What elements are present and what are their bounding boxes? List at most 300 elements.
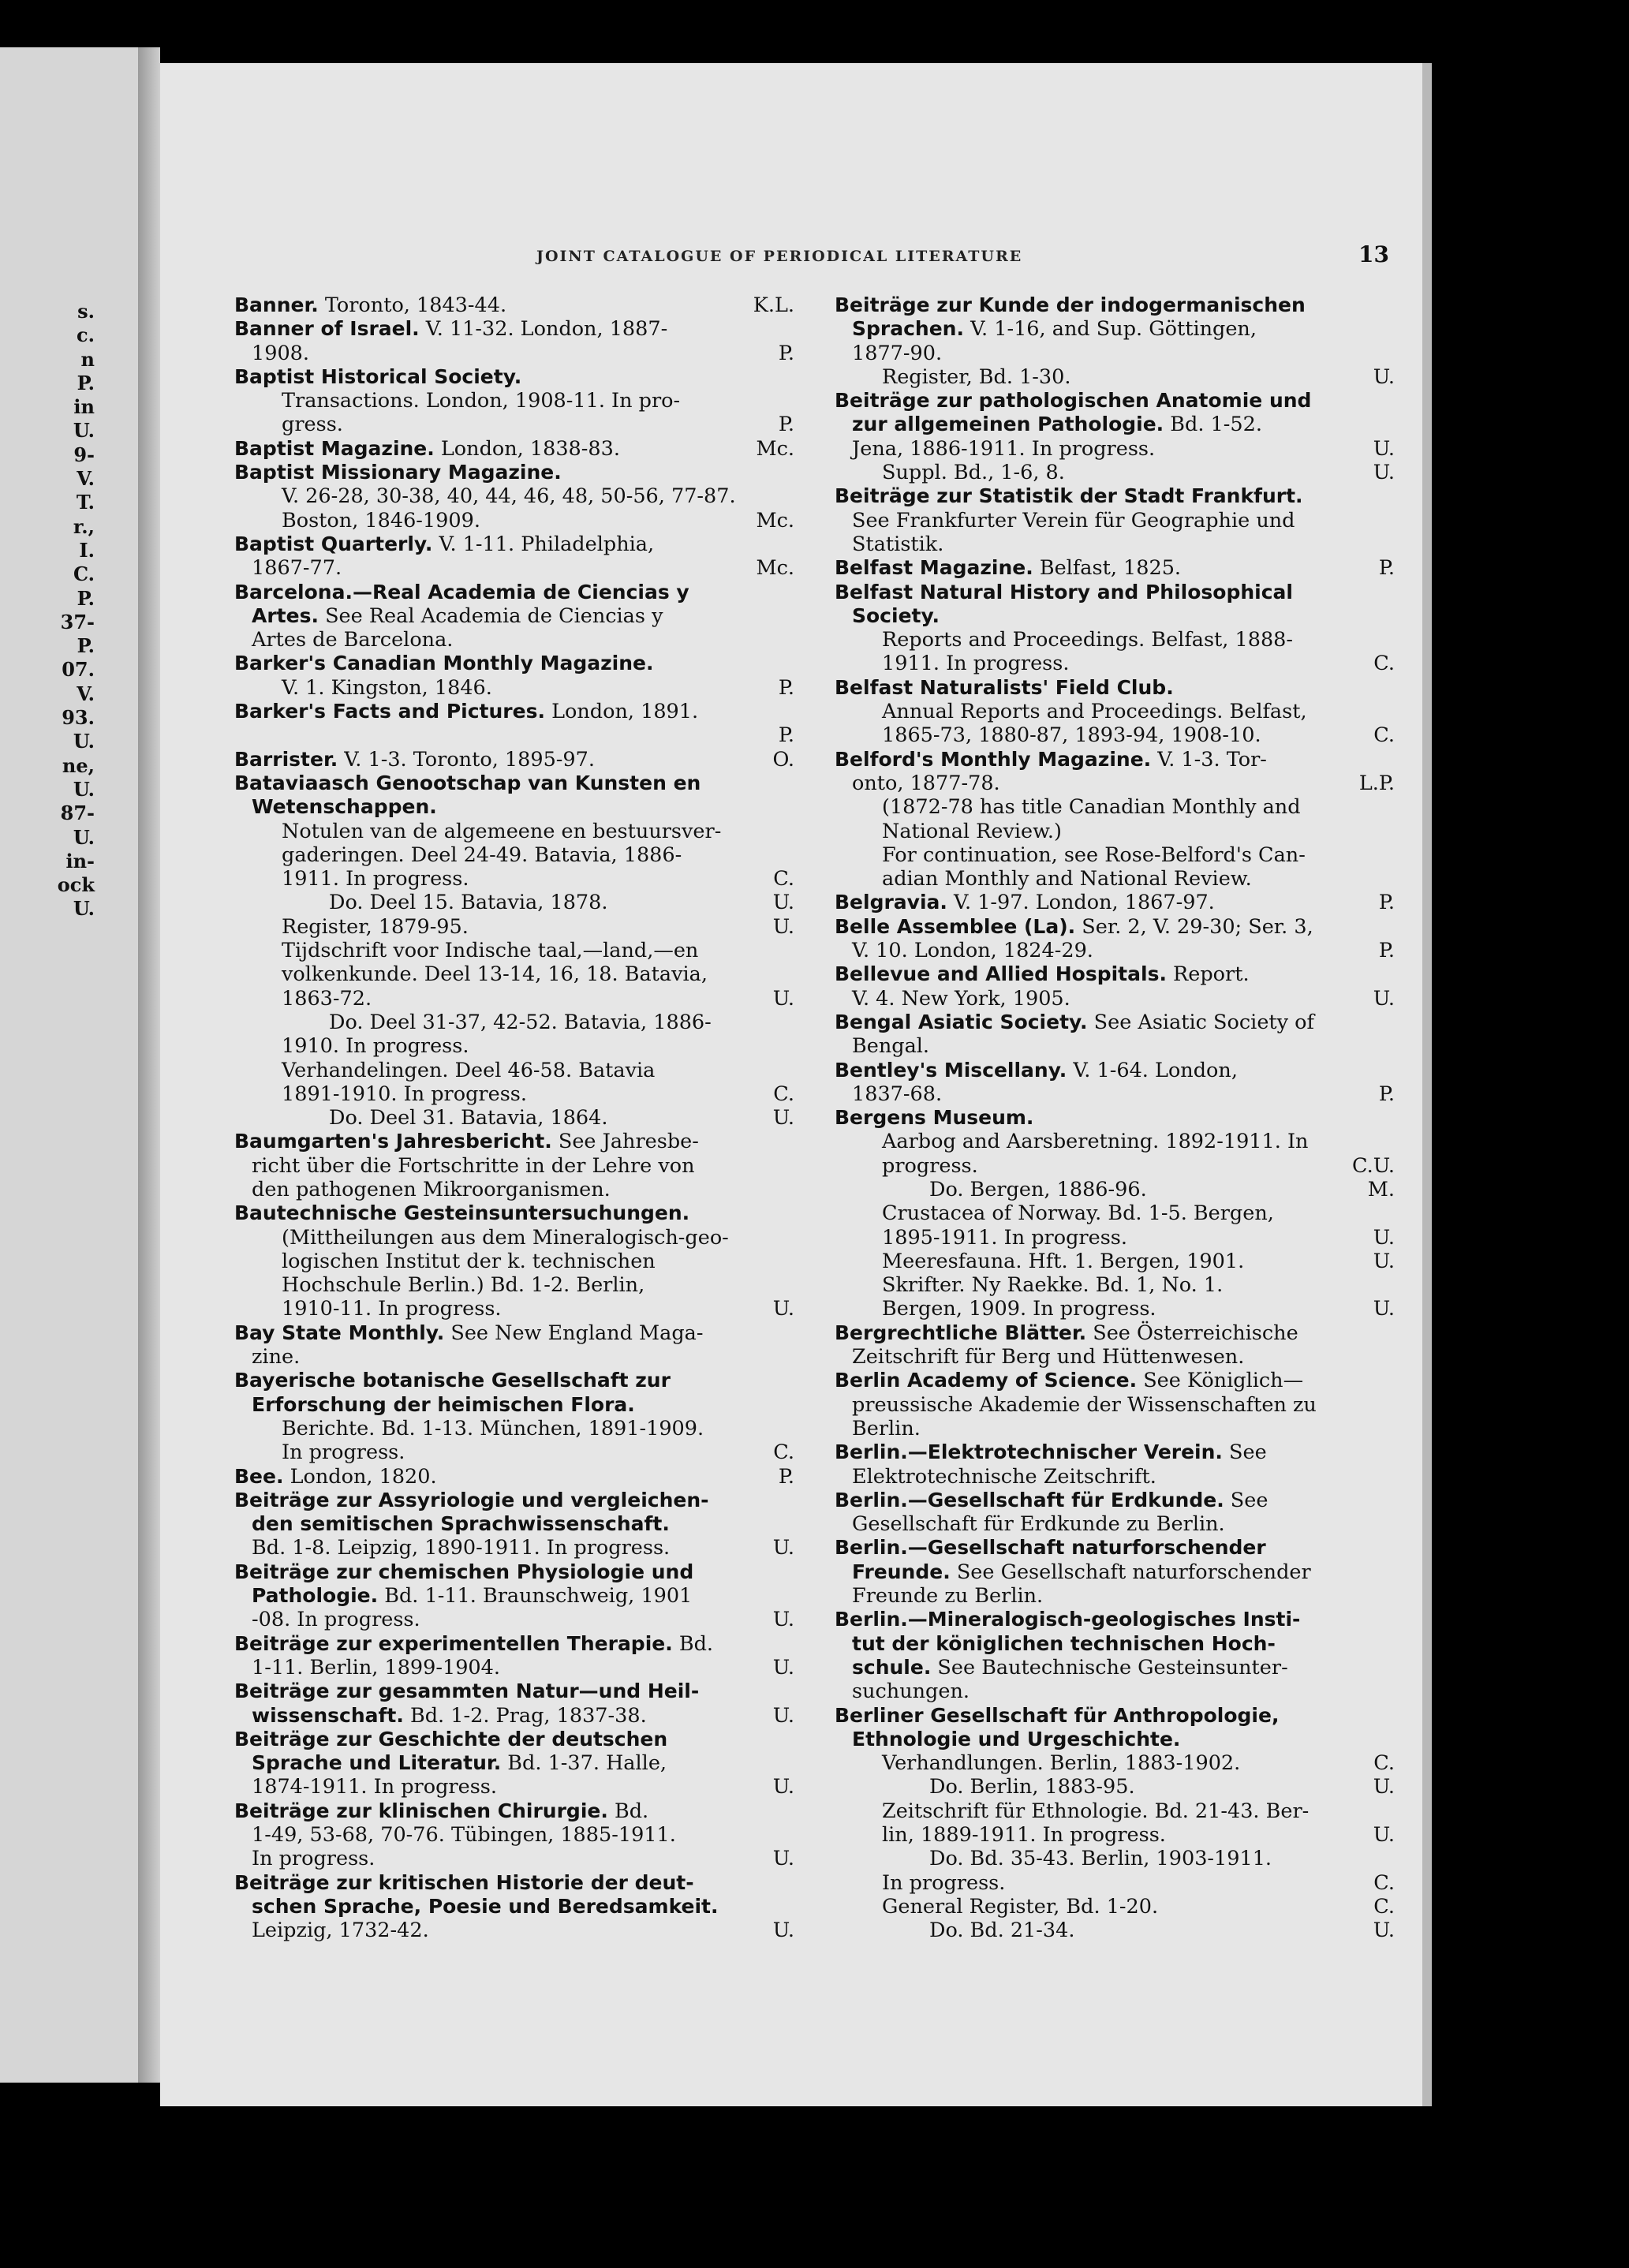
entry-text: progress.: [882, 1153, 978, 1178]
entry-text: For continuation, see Rose-Belford's Can-: [882, 843, 1306, 867]
entry-title: Bee.: [234, 1464, 284, 1488]
entry-line: [234, 1369, 794, 1392]
catalogue-entry: [835, 915, 1395, 963]
catalogue-entry: [835, 1369, 1395, 1440]
entry-line: [234, 1775, 794, 1799]
facing-page-fragment: in-: [65, 849, 95, 872]
library-code: U.: [772, 914, 794, 939]
entry-line: [234, 867, 794, 891]
entry-line: [234, 1178, 794, 1201]
entry-title: Belle Assemblee (La).: [835, 914, 1076, 938]
entry-text: Zeitschrift für Ethnologie. Bd. 21-43. Ber-: [882, 1799, 1310, 1823]
entry-title: Barker's Canadian Monthly Magazine.: [234, 652, 654, 675]
entry-title: Belgravia.: [835, 891, 947, 914]
catalogue-entry: [234, 1465, 794, 1489]
entry-title: Society.: [852, 603, 940, 627]
library-code: Mc.: [756, 436, 794, 461]
catalogue-entry: [835, 556, 1395, 580]
entry-line: [835, 1417, 1395, 1440]
entry-text: V. 4. New York, 1905.: [852, 986, 1070, 1011]
entry-text: -08. In progress.: [252, 1608, 420, 1632]
entry-text: Verhandlungen. Berlin, 1883-1902.: [882, 1751, 1241, 1776]
entry-text: 1865-73, 1880-87, 1893-94, 1908-10.: [882, 723, 1261, 748]
entry-title: Bataviaasch Genootschap van Kunsten en: [234, 771, 701, 794]
entry-line: [234, 1106, 794, 1130]
library-code: U.: [1373, 1775, 1395, 1799]
entry-line: [835, 1082, 1395, 1106]
entry-line: [234, 915, 794, 939]
entry-line: [234, 772, 794, 795]
entry-line: [835, 628, 1395, 652]
entry-line: [835, 1465, 1395, 1489]
facing-page-fragment: c.: [77, 323, 95, 347]
entry-line: [234, 317, 794, 341]
entry-line: [835, 1034, 1395, 1058]
entry-line: [234, 891, 794, 914]
entry-line: [835, 748, 1395, 772]
entry-text: See Gesellschaft naturforschender: [950, 1560, 1311, 1584]
entry-line: [234, 1656, 794, 1680]
entry-line: [234, 939, 794, 962]
entry-line: [234, 1919, 794, 1942]
entry-title: Beiträge zur kritischen Historie der deut-: [234, 1870, 694, 1894]
entry-line: [234, 1034, 794, 1058]
entry-line: [835, 723, 1395, 747]
entry-line: [234, 365, 794, 389]
entry-text: See Real Academia de Ciencias y: [318, 603, 663, 628]
entry-line: [835, 365, 1395, 389]
library-code: P.: [778, 723, 794, 748]
entry-text: See Asiatic Society of: [1087, 1010, 1314, 1034]
catalogue-entry: [234, 772, 794, 1130]
entry-line: [835, 939, 1395, 962]
entry-title: Baptist Historical Society.: [234, 364, 522, 388]
library-code: U.: [772, 986, 794, 1011]
entry-line: [835, 1178, 1395, 1201]
library-code: U.: [772, 1608, 794, 1632]
facing-page-fragment: 37-: [60, 610, 95, 633]
entry-title: Beiträge zur experimentellen Therapie.: [234, 1631, 673, 1655]
entry-title: Beiträge zur Geschichte der deutschen: [234, 1727, 668, 1751]
entry-text: 1-11. Berlin, 1899-1904.: [252, 1655, 500, 1680]
facing-page-fragment: U.: [73, 730, 95, 753]
facing-page-fragment: ock: [57, 873, 95, 897]
entry-line: [234, 556, 794, 580]
catalogue-entry: [835, 748, 1395, 891]
catalogue-entry: [835, 389, 1395, 484]
entry-text: 1874-1911. In progress.: [252, 1775, 497, 1799]
entry-text: See: [1224, 1488, 1268, 1512]
entry-line: [835, 1512, 1395, 1536]
entry-text: V. 1-3. Toronto, 1895-97.: [338, 747, 595, 772]
entry-text: Bd. 1-52.: [1164, 413, 1262, 437]
entry-line: [234, 342, 794, 365]
entry-title: Barrister.: [234, 747, 338, 771]
entry-line: [234, 1250, 794, 1273]
entry-line: [234, 1011, 794, 1034]
entry-title: Berlin.—Elektrotechnischer Verein.: [835, 1440, 1223, 1464]
entry-text: Bd. 1-37. Halle,: [501, 1751, 667, 1776]
entry-text: 1867-77.: [252, 556, 342, 581]
entry-title: Bentley's Miscellany.: [835, 1058, 1067, 1082]
entry-title: Beiträge zur pathologischen Anatomie und: [835, 389, 1312, 413]
facing-page-fragment: n: [80, 347, 95, 371]
facing-page-fragment: s.: [77, 300, 95, 323]
entry-line: [835, 604, 1395, 628]
entry-title: Baptist Quarterly.: [234, 532, 433, 555]
entry-line: [835, 1106, 1395, 1130]
entry-line: [835, 532, 1395, 556]
catalogue-entry: [234, 1130, 794, 1201]
facing-page-fragment: 07.: [62, 658, 95, 682]
entry-line: [234, 1536, 794, 1560]
entry-text: Tijdschrift voor Indische taal,—land,—en: [282, 939, 699, 963]
catalogue-entry: [234, 1680, 794, 1728]
entry-line: [835, 1823, 1395, 1847]
entry-line: [234, 461, 794, 484]
library-code: U.: [1373, 1823, 1395, 1847]
entry-line: [835, 652, 1395, 675]
entry-line: [234, 484, 794, 508]
entry-text: V. 1-16, and Sup. Göttingen,: [963, 317, 1257, 342]
entry-line: [234, 1273, 794, 1297]
facing-page-fragment: U.: [73, 825, 95, 849]
facing-page-fragment: P.: [77, 586, 95, 610]
book-gutter: [138, 47, 160, 2083]
entry-line: [835, 795, 1395, 819]
entry-title: Bay State Monthly.: [234, 1321, 445, 1344]
entry-text: (1872-78 has title Canadian Monthly and: [882, 795, 1301, 820]
facing-page-fragment: U.: [73, 777, 95, 801]
catalogue-entry: [835, 581, 1395, 676]
entry-text: See New England Maga-: [444, 1321, 704, 1345]
entry-text: zine.: [252, 1345, 301, 1369]
entry-title: den semitischen Sprachwissenschaft.: [252, 1512, 670, 1536]
entry-line: [835, 581, 1395, 604]
library-code: U.: [772, 1536, 794, 1560]
entry-line: [234, 581, 794, 604]
entry-line: [835, 1560, 1395, 1584]
library-code: Mc.: [756, 556, 794, 581]
entry-text: V. 1. Kingston, 1846.: [282, 675, 492, 700]
entry-title: Freunde.: [852, 1560, 951, 1583]
catalogue-entry: [835, 1489, 1395, 1537]
entry-line: [835, 556, 1395, 580]
entry-title: Berlin.—Gesellschaft naturforschender: [835, 1536, 1266, 1560]
library-code: P.: [1378, 556, 1395, 581]
entry-text: Register, 1879-95.: [282, 914, 469, 939]
entry-text: National Review.): [882, 819, 1062, 843]
entry-text: 1-49, 53-68, 70-76. Tübingen, 1885-1911.: [252, 1823, 676, 1847]
catalogue-entry: [835, 891, 1395, 914]
catalogue-entry: [234, 317, 794, 365]
entry-title: zur allgemeinen Pathologie.: [852, 413, 1164, 436]
entry-text: V. 1-11. Philadelphia,: [432, 532, 655, 556]
entry-text: London, 1838-83.: [434, 436, 620, 461]
entry-title: Erforschung der heimischen Flora.: [252, 1392, 635, 1416]
catalogue-entry: [835, 1704, 1395, 1943]
library-code: U.: [772, 1297, 794, 1321]
entry-text: lin, 1889-1911. In progress.: [882, 1823, 1166, 1847]
library-code: C.: [1373, 1751, 1395, 1776]
entry-line: [835, 843, 1395, 867]
entry-text: V. 10. London, 1824-29.: [852, 939, 1093, 963]
entry-text: Notulen van de algemeene en bestuursver-: [282, 819, 722, 843]
entry-line: [835, 1011, 1395, 1034]
entry-text: Transactions. London, 1908-11. In pro-: [282, 389, 681, 413]
library-code: U.: [1373, 1919, 1395, 1943]
library-code: C.: [1373, 652, 1395, 676]
entry-title: Wetenschappen.: [252, 795, 437, 819]
library-code: L.P.: [1358, 771, 1395, 795]
entry-line: [234, 1728, 794, 1751]
entry-title: Berliner Gesellschaft für Anthropologie,: [835, 1703, 1280, 1727]
entry-line: [835, 987, 1395, 1011]
entry-line: [835, 1632, 1395, 1656]
entry-text: V. 1-3. Tor-: [1151, 747, 1267, 772]
entry-text: adian Monthly and National Review.: [882, 867, 1252, 891]
entry-line: [835, 1680, 1395, 1703]
entry-text: suchungen.: [852, 1680, 970, 1704]
entry-line: [835, 1656, 1395, 1680]
entry-line: [234, 723, 794, 747]
entry-text: 1911. In progress.: [282, 867, 469, 891]
entry-text: In progress.: [882, 1870, 1006, 1895]
entry-title: Beiträge zur Assyriologie und vergleichen-: [234, 1488, 709, 1511]
catalogue-entry: [835, 1059, 1395, 1107]
catalogue-entry: [234, 1321, 794, 1369]
entry-line: [835, 1775, 1395, 1799]
entry-title: Baptist Magazine.: [234, 436, 435, 460]
entry-text: 1911. In progress.: [882, 652, 1070, 676]
entry-title: Barcelona.—Real Academia de Ciencias y: [234, 580, 689, 603]
catalogue-entry: [835, 1321, 1395, 1369]
entry-line: [835, 1751, 1395, 1775]
entry-title: Belfast Magazine.: [835, 556, 1033, 580]
entry-line: [835, 461, 1395, 484]
entry-text: See Bautechnische Gesteinsunter-: [931, 1655, 1288, 1680]
library-code: U.: [1373, 1297, 1395, 1321]
library-code: U.: [1373, 436, 1395, 461]
entry-line: [835, 915, 1395, 939]
entry-line: [835, 413, 1395, 436]
entry-line: [234, 1393, 794, 1417]
entry-line: [835, 867, 1395, 891]
library-code: U.: [772, 1106, 794, 1130]
entry-line: [234, 748, 794, 772]
entry-line: [835, 700, 1395, 723]
facing-page-fragment: 9-: [73, 443, 95, 466]
entry-text: gaderingen. Deel 24-49. Batavia, 1886-: [282, 843, 682, 867]
entry-text: Do. Bd. 35-43. Berlin, 1903-1911.: [929, 1847, 1272, 1871]
catalogue-entry: [234, 1799, 794, 1871]
entry-line: [835, 1895, 1395, 1919]
entry-title: Ethnologie und Urgeschichte.: [852, 1727, 1181, 1751]
entry-text: Report.: [1166, 962, 1250, 987]
catalogue-entry: [234, 365, 794, 437]
library-code: P.: [1378, 1082, 1395, 1106]
library-code: P.: [778, 341, 794, 365]
entry-text: Leipzig, 1732-42.: [252, 1919, 429, 1943]
catalogue-entry: [234, 1489, 794, 1560]
entry-line: [234, 1201, 794, 1225]
entry-text: 1877-90.: [852, 341, 943, 365]
entry-text: Artes de Barcelona.: [252, 628, 454, 652]
entry-title: Baptist Missionary Magazine.: [234, 461, 562, 484]
entry-line: [234, 843, 794, 867]
entry-line: [234, 413, 794, 436]
catalogue-entry: [234, 461, 794, 532]
entry-line: [835, 1393, 1395, 1417]
entry-line: [835, 1799, 1395, 1823]
entry-line: [234, 1130, 794, 1153]
entry-line: [234, 1895, 794, 1919]
entry-text: Zeitschrift für Berg und Hüttenwesen.: [852, 1345, 1245, 1369]
entry-text: logischen Institut der k. technischen: [282, 1249, 656, 1273]
entry-text: richt über die Fortschritte in der Lehre von: [252, 1153, 695, 1178]
entry-line: [835, 1536, 1395, 1560]
entry-line: [835, 820, 1395, 843]
library-code: C.: [1373, 723, 1395, 748]
entry-line: [234, 1751, 794, 1775]
entry-line: [835, 1321, 1395, 1345]
entry-title: Banner.: [234, 293, 319, 316]
entry-title: Beiträge zur klinischen Chirurgie.: [234, 1799, 608, 1822]
entry-title: Berlin.—Mineralogisch-geologisches Insti-: [835, 1608, 1301, 1631]
facing-page-fragment: V.: [77, 467, 95, 491]
entry-text: preussische Akademie der Wissenschaften zu: [852, 1392, 1317, 1417]
entry-line: [234, 1632, 794, 1656]
entry-line: [835, 1226, 1395, 1250]
entry-line: [234, 604, 794, 628]
entry-text: den pathogenen Mikroorganismen.: [252, 1177, 611, 1201]
entry-text: Bergen, 1909. In progress.: [882, 1297, 1156, 1321]
entry-text: See Jahresbe-: [551, 1130, 699, 1154]
entry-line: [835, 1130, 1395, 1153]
entry-line: [835, 1440, 1395, 1464]
facing-page-fragment: P.: [77, 371, 95, 394]
entry-title: Beiträge zur gesammten Natur—und Heil-: [234, 1680, 700, 1703]
catalogue-entry: [835, 676, 1395, 748]
entry-title: Bengal Asiatic Society.: [835, 1010, 1088, 1033]
entry-line: [835, 1608, 1395, 1631]
entry-line: [234, 437, 794, 461]
entry-text: V. 26-28, 30-38, 40, 44, 46, 48, 50-56, 77-87.: [282, 484, 736, 509]
entry-title: Pathologie.: [252, 1584, 379, 1608]
catalogue-entry: [835, 484, 1395, 556]
catalogue-entry: [234, 1560, 794, 1632]
entry-text: Do. Bd. 21-34.: [929, 1919, 1075, 1943]
catalogue-entry: [835, 1011, 1395, 1059]
catalogue-entry: [234, 748, 794, 772]
entry-text: 1910-11. In progress.: [282, 1297, 502, 1321]
library-code: Mc.: [756, 508, 794, 532]
entry-text: Gesellschaft für Erdkunde zu Berlin.: [852, 1512, 1225, 1537]
entry-line: [234, 389, 794, 413]
facing-page-fragment: T.: [76, 491, 95, 514]
facing-page-fragment: r.,: [73, 514, 95, 538]
entry-text: Toronto, 1843-44.: [318, 293, 507, 317]
catalogue-entry: [234, 581, 794, 652]
entry-text: 1891-1910. In progress.: [282, 1082, 527, 1106]
catalogue-entry: [234, 700, 794, 748]
entry-title: schen Sprache, Poesie und Beredsamkeit.: [252, 1894, 719, 1918]
library-code: U.: [772, 1919, 794, 1943]
entry-line: [234, 1871, 794, 1895]
entry-line: [835, 1704, 1395, 1728]
entry-text: Bd. 1-11. Braunschweig, 1901: [378, 1584, 693, 1609]
library-code: U.: [772, 1847, 794, 1871]
catalogue-entry: [234, 652, 794, 700]
entry-line: [234, 1512, 794, 1536]
entry-text: 1863-72.: [282, 986, 372, 1011]
entry-text: gress.: [282, 413, 343, 437]
entry-title: Bergrechtliche Blätter.: [835, 1321, 1087, 1344]
entry-text: 1895-1911. In progress.: [882, 1225, 1127, 1250]
entry-line: [234, 1560, 794, 1584]
entry-line: [835, 1847, 1395, 1870]
catalogue-entry: [835, 293, 1395, 389]
library-code: C.U.: [1352, 1153, 1395, 1178]
entry-text: See Österreichische: [1086, 1321, 1298, 1345]
entry-title: Artes.: [252, 603, 319, 627]
entry-text: Annual Reports and Proceedings. Belfast,: [882, 700, 1307, 724]
entry-text: Do. Deel 15. Batavia, 1878.: [329, 891, 608, 915]
entry-text: Meeresfauna. Hft. 1. Bergen, 1901.: [882, 1249, 1245, 1273]
entry-text: Hochschule Berlin.) Bd. 1-2. Berlin,: [282, 1273, 645, 1298]
entry-title: Baumgarten's Jahresbericht.: [234, 1130, 552, 1153]
library-code: U.: [1373, 364, 1395, 389]
library-code: O.: [772, 747, 794, 772]
entry-title: Belfast Natural History and Philosophical: [835, 580, 1293, 603]
entry-text: Bd.: [672, 1631, 714, 1656]
entry-title: Beiträge zur Statistik der Stadt Frankfurt.: [835, 484, 1303, 508]
entry-line: [835, 484, 1395, 508]
catalogue-entry: [234, 293, 794, 317]
catalogue-entry: [234, 1871, 794, 1943]
entry-title: Beiträge zur Kunde der indogermanischen: [835, 293, 1306, 316]
entry-text: Reports and Proceedings. Belfast, 1888-: [882, 628, 1294, 652]
entry-line: [234, 1584, 794, 1608]
entry-text: See Frankfurter Verein für Geographie und: [852, 508, 1295, 532]
entry-text: Do. Deel 31-37, 42-52. Batavia, 1886-: [329, 1010, 712, 1034]
library-code: C.: [773, 1082, 794, 1106]
entry-title: Berlin Academy of Science.: [835, 1369, 1138, 1392]
entry-line: [234, 1704, 794, 1728]
entry-line: [234, 1059, 794, 1082]
entry-title: Bellevue and Allied Hospitals.: [835, 962, 1167, 986]
entry-line: [234, 795, 794, 819]
entry-line: [835, 389, 1395, 413]
entry-line: [234, 700, 794, 723]
library-code: C.: [1373, 1894, 1395, 1919]
entry-text: Freunde zu Berlin.: [852, 1584, 1044, 1609]
entry-text: Berlin.: [852, 1416, 921, 1440]
entry-text: Bd. 1-2. Prag, 1837-38.: [403, 1703, 647, 1728]
entry-line: [835, 1201, 1395, 1225]
entry-text: London, 1891.: [544, 700, 699, 724]
entry-text: 1908.: [252, 341, 310, 365]
entry-line: [234, 1440, 794, 1464]
entry-text: In progress.: [282, 1440, 405, 1465]
library-code: K.L.: [753, 293, 794, 317]
entry-text: Boston, 1846-1909.: [282, 508, 480, 532]
entry-text: V. 1-97. London, 1867-97.: [947, 891, 1215, 915]
entry-text: Register, Bd. 1-30.: [882, 364, 1071, 389]
facing-page-fragment: in: [73, 395, 95, 419]
entry-line: [835, 891, 1395, 914]
entry-line: [234, 532, 794, 556]
